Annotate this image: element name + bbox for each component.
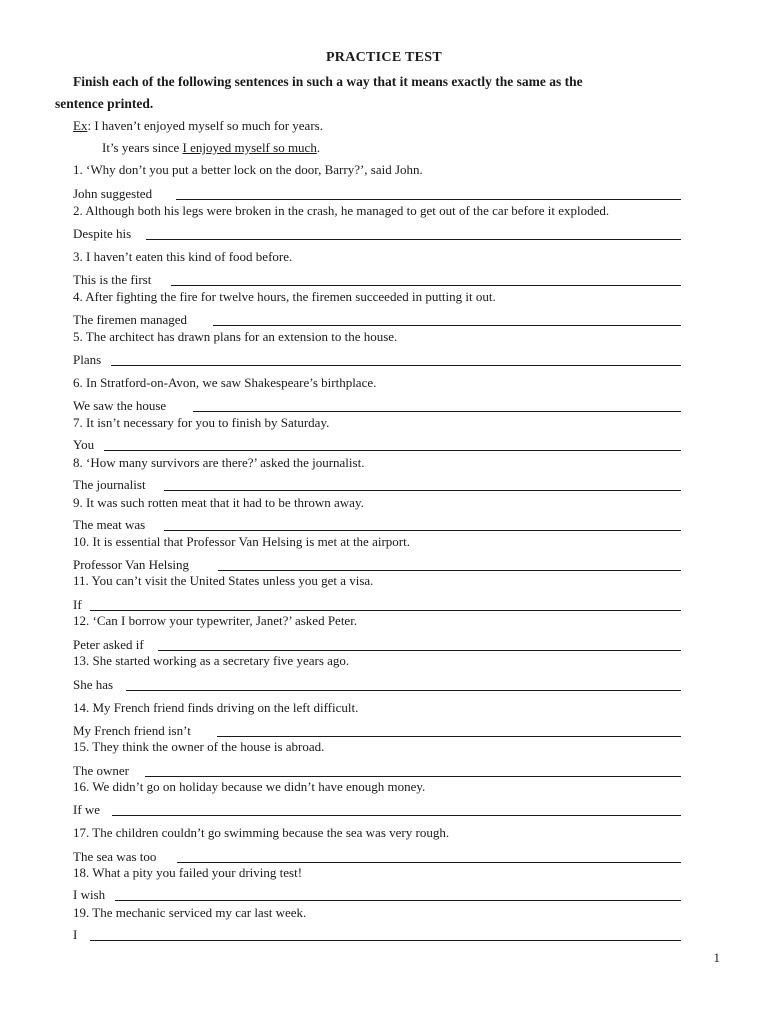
question-19: 19. The mechanic serviced my car last week. xyxy=(73,905,307,920)
question-6: 6. In Stratford-on-Avon, we saw Shakespeare’s birthplace. xyxy=(73,375,377,390)
answer-blank-3[interactable] xyxy=(171,285,681,286)
answer-prompt-7: You xyxy=(73,437,95,452)
answer-blank-7[interactable] xyxy=(104,450,681,451)
answer-prompt-11: If xyxy=(73,597,82,612)
question-10: 10. It is essential that Professor Van Helsing is met at the airport. xyxy=(73,534,410,549)
instructions-line-2: sentence printed. xyxy=(55,96,154,111)
example-label: Ex xyxy=(73,118,88,133)
answer-prompt-19: I xyxy=(73,927,78,942)
answer-prompt-12: Peter asked if xyxy=(73,637,144,652)
question-7: 7. It isn’t necessary for you to finish by Saturday. xyxy=(73,415,330,430)
question-16: 16. We didn’t go on holiday because we didn’t have enough money. xyxy=(73,779,426,794)
answer-blank-6[interactable] xyxy=(193,411,681,412)
answer-blank-13[interactable] xyxy=(126,690,681,691)
answer-blank-15[interactable] xyxy=(145,776,681,777)
question-13: 13. She started working as a secretary five years ago. xyxy=(73,653,350,668)
question-1: 1. ‘Why don’t you put a better lock on the door, Barry?’, said John. xyxy=(73,162,423,177)
example-sentence xyxy=(73,118,323,134)
page-title: PRACTICE TEST xyxy=(325,50,443,65)
answer-blank-10[interactable] xyxy=(218,570,681,571)
answer-blank-1[interactable] xyxy=(176,199,681,200)
answer-prompt-18: I wish xyxy=(73,887,106,902)
answer-prompt-16: If we xyxy=(73,802,101,817)
instructions-line-1: Finish each of the following sentences in such a way that it means exactly the same as the xyxy=(73,74,583,89)
answer-prompt-9: The meat was xyxy=(73,517,146,532)
question-14: 14. My French friend finds driving on the left difficult. xyxy=(73,700,359,715)
question-4: 4. After fighting the fire for twelve hours, the firemen succeeded in putting it out. xyxy=(73,289,496,304)
answer-prompt-14: My French friend isn’t xyxy=(73,723,191,738)
question-15: 15. They think the owner of the house is abroad. xyxy=(73,739,325,754)
example-answer-suffix: . xyxy=(316,140,321,155)
answer-prompt-6: We saw the house xyxy=(73,398,167,413)
question-17: 17. The children couldn’t go swimming because the sea was very rough. xyxy=(73,825,450,840)
question-12: 12. ‘Can I borrow your typewriter, Janet?’ asked Peter. xyxy=(73,613,358,628)
answer-blank-2[interactable] xyxy=(146,239,681,240)
answer-blank-4[interactable] xyxy=(213,325,681,326)
example-answer xyxy=(102,140,320,156)
question-11: 11. You can’t visit the United States unless you get a visa. xyxy=(73,573,374,588)
answer-prompt-4: The firemen managed xyxy=(73,312,188,327)
answer-prompt-8: The journalist xyxy=(73,477,146,492)
answer-blank-5[interactable] xyxy=(111,365,681,366)
example-answer-underlined: I enjoyed myself so much xyxy=(182,140,317,155)
answer-blank-19[interactable] xyxy=(90,940,681,941)
answer-prompt-13: She has xyxy=(73,677,114,692)
question-18: 18. What a pity you failed your driving test! xyxy=(73,865,303,880)
answer-blank-17[interactable] xyxy=(177,862,681,863)
answer-prompt-3: This is the first xyxy=(73,272,152,287)
answer-blank-14[interactable] xyxy=(217,736,681,737)
answer-prompt-10: Professor Van Helsing xyxy=(73,557,190,572)
question-8: 8. ‘How many survivors are there?’ asked the journalist. xyxy=(73,455,365,470)
answer-prompt-2: Despite his xyxy=(73,226,132,241)
question-3: 3. I haven’t eaten this kind of food before. xyxy=(73,249,293,264)
question-9: 9. It was such rotten meat that it had to be thrown away. xyxy=(73,495,364,510)
answer-blank-9[interactable] xyxy=(164,530,681,531)
answer-blank-12[interactable] xyxy=(158,650,681,651)
question-2: 2. Although both his legs were broken in the crash, he managed to get out of the car before it exploded. xyxy=(73,203,610,218)
example-answer-prefix: It’s years since xyxy=(102,140,183,155)
page-number: 1 xyxy=(713,950,720,965)
example-text: : I haven’t enjoyed myself so much for years. xyxy=(87,118,323,133)
answer-prompt-1: John suggested xyxy=(73,186,153,201)
answer-prompt-17: The sea was too xyxy=(73,849,157,864)
answer-blank-11[interactable] xyxy=(90,610,681,611)
answer-blank-8[interactable] xyxy=(164,490,681,491)
answer-prompt-5: Plans xyxy=(73,352,102,367)
answer-prompt-15: The owner xyxy=(73,763,129,778)
answer-blank-18[interactable] xyxy=(115,900,681,901)
question-5: 5. The architect has drawn plans for an extension to the house. xyxy=(73,329,398,344)
answer-blank-16[interactable] xyxy=(112,815,681,816)
